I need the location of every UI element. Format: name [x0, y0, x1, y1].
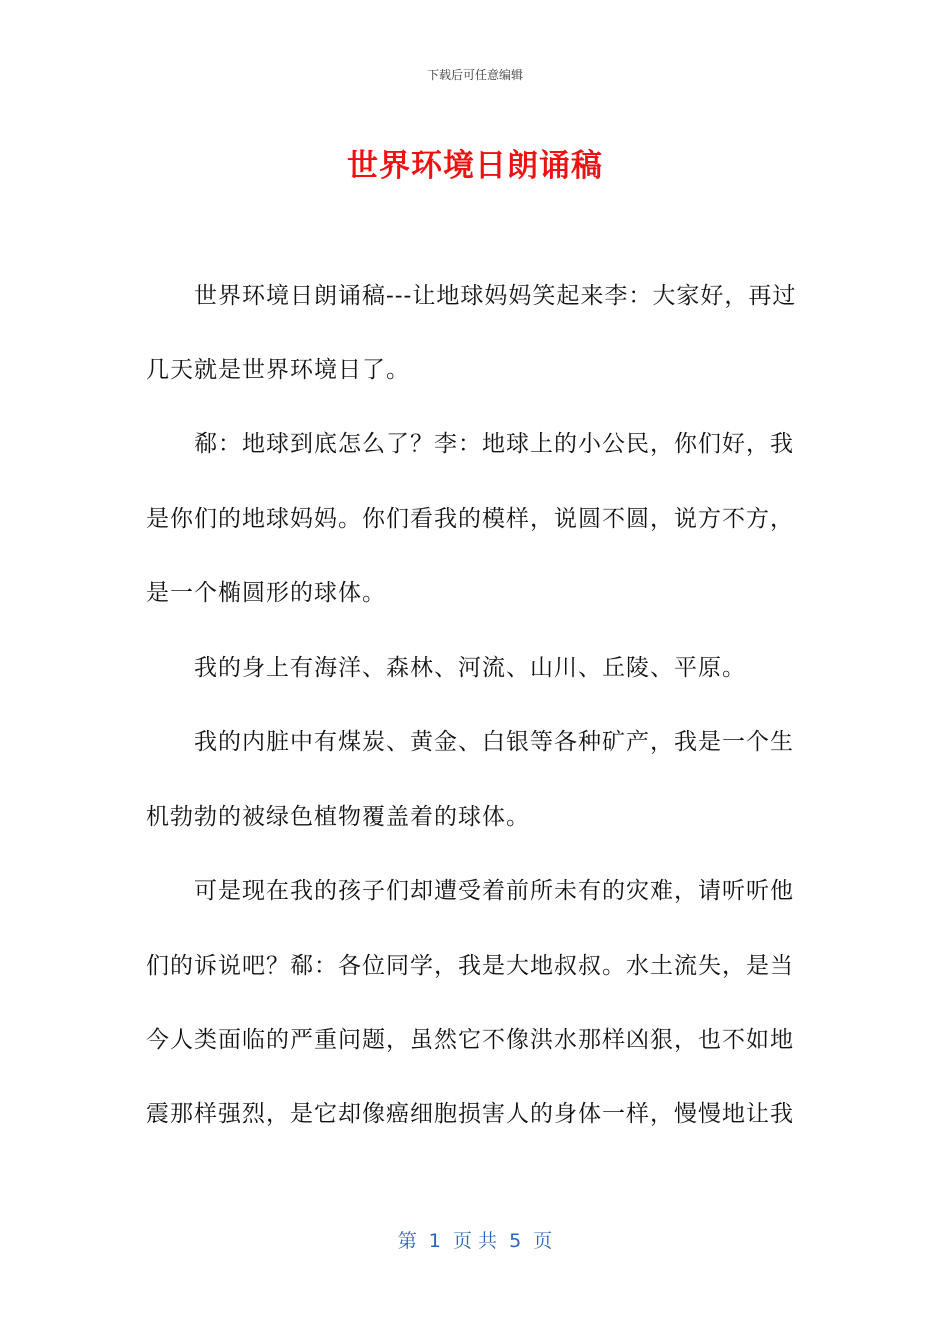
- header-note: 下载后可任意编辑: [426, 68, 523, 82]
- document-title: 世界环境日朗诵稿: [347, 148, 603, 184]
- page-number-footer: 第 1 页 共 5 页: [397, 1230, 553, 1252]
- paragraph-line: 几天就是世界环境日了。: [146, 357, 410, 383]
- paragraph-line: 我的内脏中有煤炭、黄金、白银等各种矿产，我是一个生: [194, 729, 794, 755]
- paragraph-line: 可是现在我的孩子们却遭受着前所未有的灾难，请听听他: [194, 878, 794, 904]
- paragraph-line: 震那样强烈，是它却像癌细胞损害人的身体一样，慢慢地让我: [146, 1101, 794, 1127]
- paragraph-line: 今人类面临的严重问题，虽然它不像洪水那样凶狠，也不如地: [146, 1027, 794, 1053]
- paragraph-line: 是一个椭圆形的球体。: [146, 580, 386, 606]
- paragraph-line: 机勃勃的被绿色植物覆盖着的球体。: [146, 804, 530, 830]
- paragraph-line: 是你们的地球妈妈。你们看我的模样，说圆不圆，说方不方，: [146, 506, 794, 532]
- paragraph-line: 们的诉说吧？郗：各位同学，我是大地叔叔。水土流失，是当: [146, 953, 794, 979]
- paragraph-line: 世界环境日朗诵稿---让地球妈妈笑起来李：大家好，再过: [194, 283, 797, 309]
- paragraph-line: 我的身上有海洋、森林、河流、山川、丘陵、平原。: [194, 655, 746, 681]
- paragraph-line: 郗：地球到底怎么了？李：地球上的小公民，你们好，我: [194, 431, 794, 457]
